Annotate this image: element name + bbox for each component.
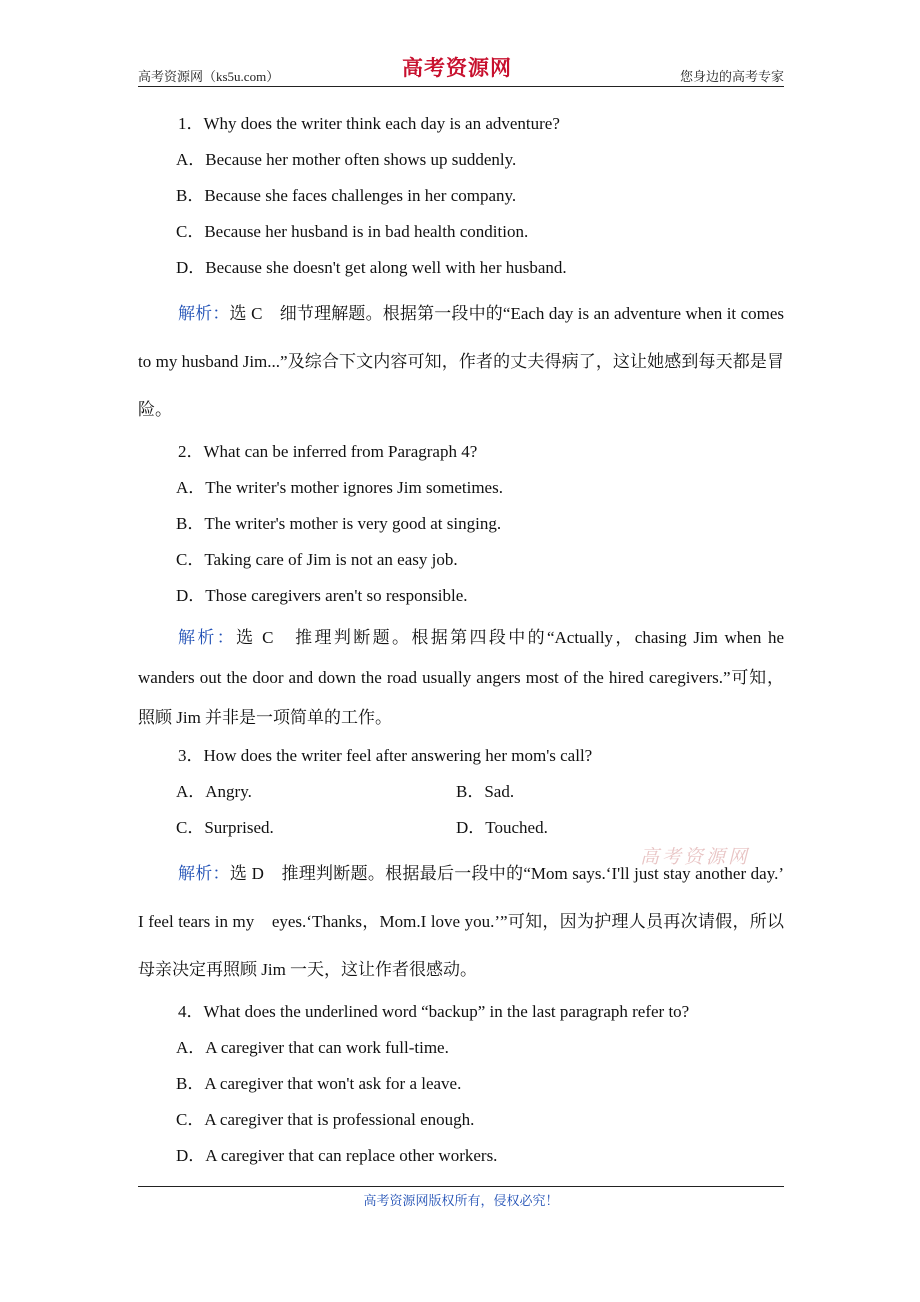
option-c: C．Because her husband is in bad health condition. <box>176 222 529 241</box>
question-stem: 4．What does the underlined word “backup” in the last paragraph refer to? <box>178 1002 690 1021</box>
document-body <box>138 108 784 1176</box>
analysis-text: 选 C 细节理解题。根据第一段中的“Each day is an adventure when it comes to my husband Jim...”及综合下文内容可知，作者的丈夫得病了，这让她感到每天都是冒险。 <box>138 304 784 419</box>
option-b: B．A caregiver that won't ask for a leave. <box>176 1074 462 1093</box>
question-2 <box>138 436 784 738</box>
option-a: A．A caregiver that can work full-time. <box>176 1038 449 1057</box>
analysis-text: 选 D 推理判断题。根据最后一段中的“Mom says.‘I'll just stay another day.’ I feel tears in my eyes.‘Thanks，Mom.I love you.’”可知，因为护理人员再次请假，所以母亲决定再照顾 Jim 一天，这让作者很感动。 <box>138 864 785 979</box>
analysis-text: 选 C 推理判断题。根据第四段中的“Actually，chasing Jim when he wanders out the door and down the road usually angers most of the hired caregivers.”可知，照顾 Jim 并非是一项简单的工作。 <box>138 628 785 727</box>
question-1 <box>138 108 784 434</box>
analysis <box>138 290 784 434</box>
option-b: B．The writer's mother is very good at singing. <box>176 514 502 533</box>
question-4 <box>138 996 784 1176</box>
analysis <box>138 850 784 994</box>
question-stem: 1．Why does the writer think each day is an adventure? <box>178 114 560 133</box>
analysis-label: 解析： <box>178 304 230 323</box>
analysis <box>138 618 784 738</box>
option-row-1 <box>138 776 784 812</box>
option-a: A．Angry. <box>176 782 252 801</box>
header-site-name: 高考资源网（ks5u.com） <box>138 69 280 84</box>
option-a: A．Because her mother often shows up suddenly. <box>176 150 517 169</box>
option-d: D．Touched. <box>456 818 548 837</box>
option-a: A．The writer's mother ignores Jim sometimes. <box>176 478 503 497</box>
option-d: D．A caregiver that can replace other workers. <box>176 1146 498 1165</box>
option-b: B．Because she faces challenges in her company. <box>176 186 517 205</box>
page-footer: 高考资源网版权所有，侵权必究！ <box>363 1193 559 1208</box>
footer-divider <box>138 1186 784 1187</box>
option-c: C．Surprised. <box>176 818 274 837</box>
analysis-label: 解析： <box>178 864 230 883</box>
header-logo: 高考资源网 <box>402 56 512 80</box>
analysis-label: 解析： <box>178 628 237 647</box>
question-stem: 3．How does the writer feel after answering her mom's call? <box>178 746 593 765</box>
option-b: B．Sad. <box>456 782 515 801</box>
watermark: 高考资源网 <box>640 847 751 868</box>
question-stem: 2．What can be inferred from Paragraph 4? <box>178 442 478 461</box>
header-slogan: 您身边的高考专家 <box>679 69 784 84</box>
option-c: C．A caregiver that is professional enough. <box>176 1110 475 1129</box>
page-header <box>138 52 784 87</box>
option-d: D．Those caregivers aren't so responsible. <box>176 586 468 605</box>
option-d: D．Because she doesn't get along well with her husband. <box>176 258 567 277</box>
option-c: C．Taking care of Jim is not an easy job. <box>176 550 458 569</box>
